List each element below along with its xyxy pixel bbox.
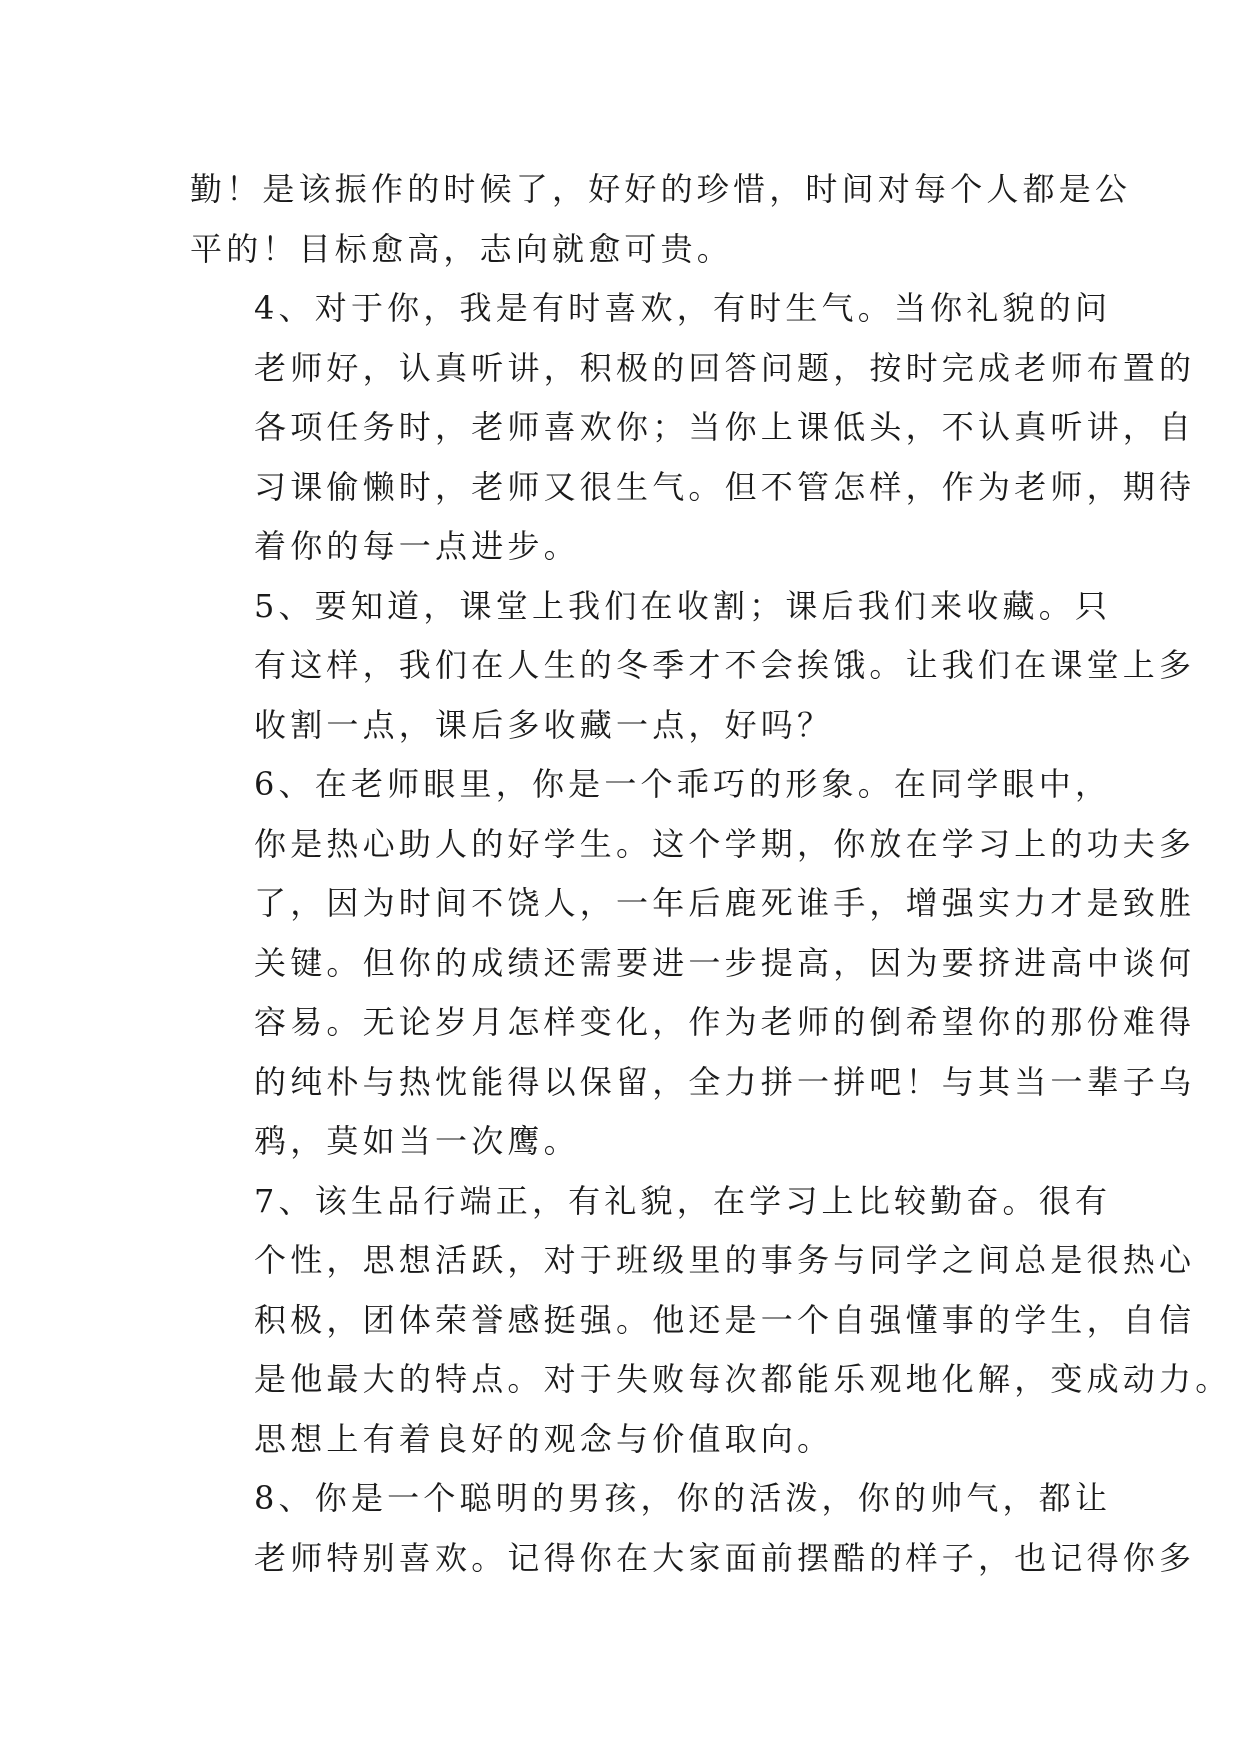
text-line: 思想上有着良好的观念与价值取向。 (254, 1419, 834, 1458)
text-line: 的纯朴与热忱能得以保留，全力拼一拼吧！与其当一辈子乌 (254, 1062, 1196, 1101)
paragraph (190, 577, 1196, 756)
text-line: 4、对于你，我是有时喜欢，有时生气。当你礼貌的问 (254, 289, 1112, 327)
paragraph (190, 1469, 1196, 1588)
text-line: 着你的每一点进步。 (254, 527, 580, 565)
text-line: 各项任务时，老师喜欢你；当你上课低头，不认真听讲，自 (254, 408, 1196, 446)
text-line: 有这样，我们在人生的冬季才不会挨饿。让我们在课堂上多 (254, 646, 1196, 684)
text-line: 习课偷懒时，老师又很生气。但不管怎样，作为老师，期待 (254, 467, 1196, 506)
text-line: 你是热心助人的好学生。这个学期，你放在学习上的功夫多 (254, 824, 1196, 863)
text-line: 容易。无论岁月怎样变化，作为老师的倒希望你的那份难得 (254, 1003, 1196, 1041)
text-line: 个性，思想活跃，对于班级里的事务与同学之间总是很热心 (254, 1241, 1196, 1279)
text-line: 8、你是一个聪明的男孩，你的活泼，你的帅气，都让 (254, 1479, 1112, 1517)
text-line: 鸦，莫如当一次鹰。 (254, 1122, 580, 1160)
text-line: 积极，团体荣誉感挺强。他还是一个自强懂事的学生，自信 (254, 1300, 1196, 1339)
paragraph (190, 279, 1196, 577)
text-line: 是他最大的特点。对于失败每次都能乐观地化解，变成动力。 (254, 1360, 1232, 1398)
paragraph (190, 160, 1132, 279)
text-line: 收割一点，课后多收藏一点，好吗？ (254, 705, 834, 744)
text-line: 平的！目标愈高，志向就愈可贵。 (190, 229, 734, 268)
text-line: 老师好，认真听讲，积极的回答问题，按时完成老师布置的 (254, 348, 1196, 387)
paragraph (190, 1172, 1232, 1470)
paragraph (190, 755, 1196, 1172)
text-line: 7、该生品行端正，有礼貌，在学习上比较勤奋。很有 (254, 1181, 1112, 1220)
text-line: 关键。但你的成绩还需要进一步提高，因为要挤进高中谈何 (254, 943, 1196, 982)
text-line: 6、在老师眼里，你是一个乖巧的形象。在同学眼中， (254, 765, 1112, 803)
document-body (190, 160, 1232, 1588)
text-line: 5、要知道，课堂上我们在收割；课后我们来收藏。只 (254, 586, 1112, 625)
text-line: 了，因为时间不饶人，一年后鹿死谁手，增强实力才是致胜 (254, 884, 1196, 922)
text-line: 勤！是该振作的时候了，好好的珍惜，时间对每个人都是公 (190, 170, 1132, 208)
text-line: 老师特别喜欢。记得你在大家面前摆酷的样子，也记得你多 (254, 1538, 1196, 1577)
